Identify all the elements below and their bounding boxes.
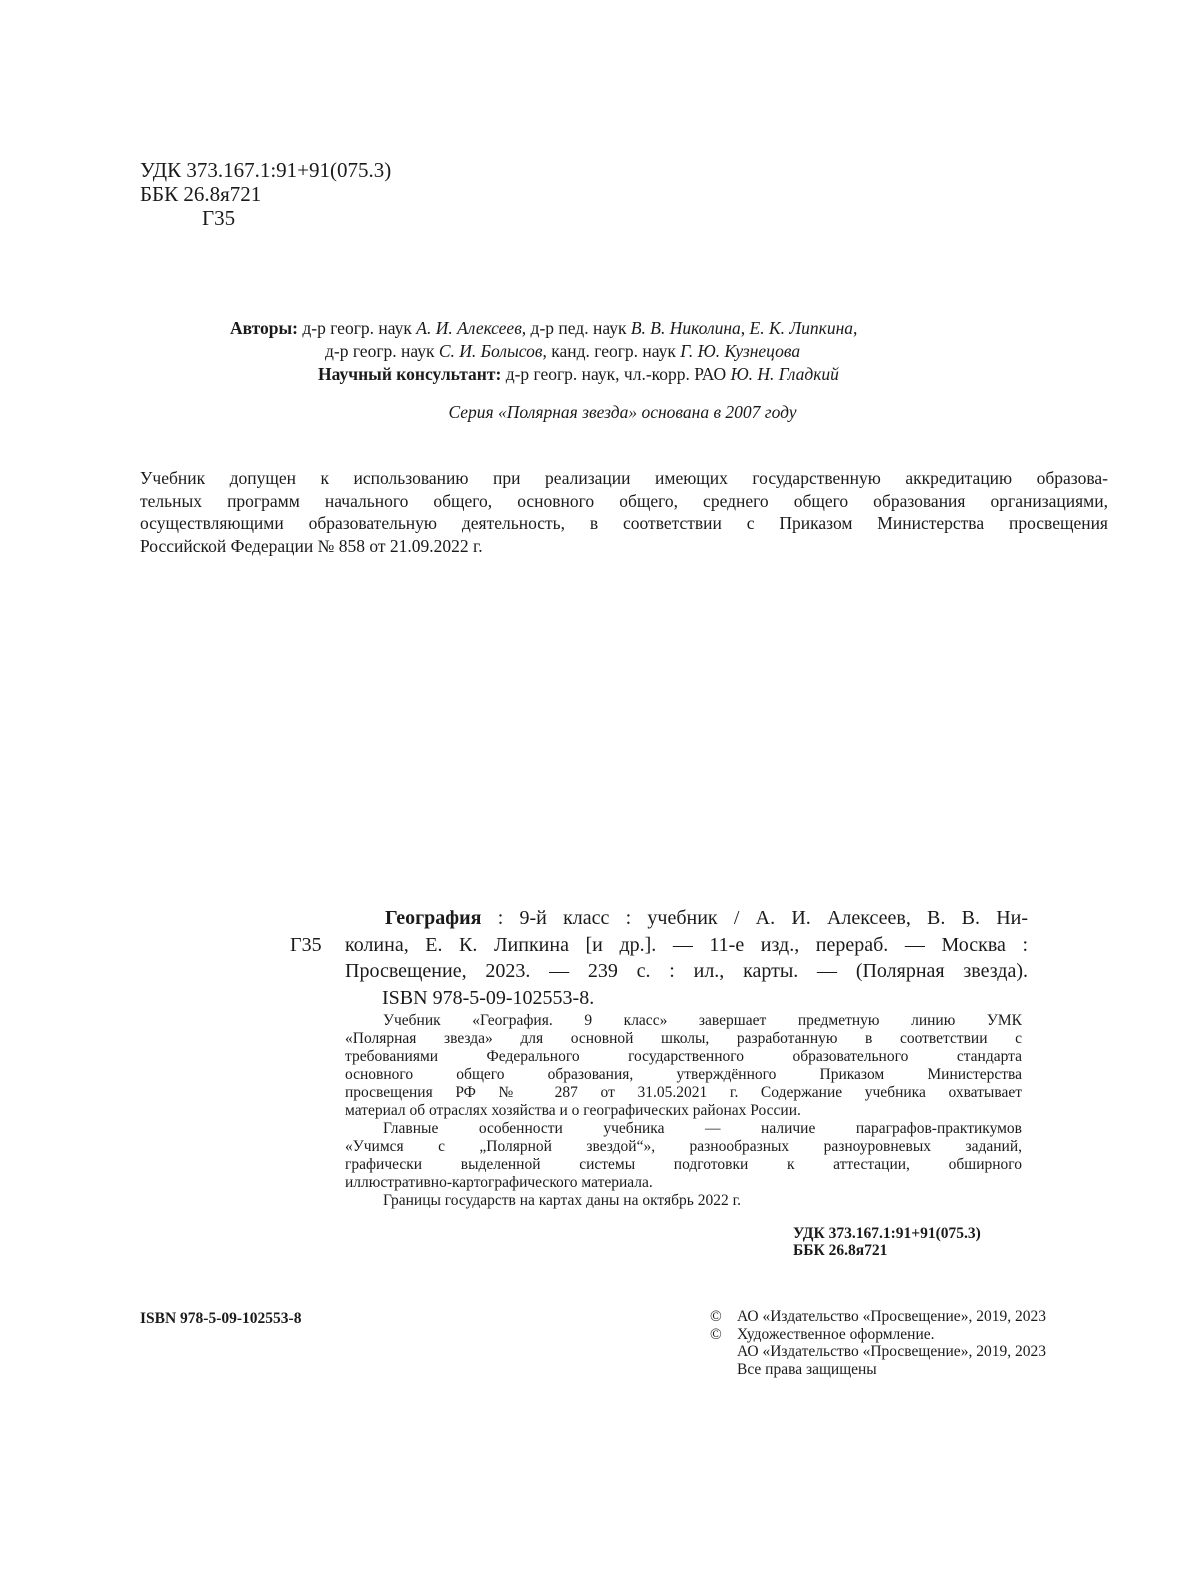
approval-line: Российской Федерации № 858 от 21.09.2022 г. [140,535,483,556]
copyright-row [710,1343,1046,1361]
copyright-spacer [710,1343,737,1361]
annotation-line: Границы государств на картах даны на октябрь 2022 г. [383,1192,742,1209]
biblio-line-3: Просвещение, 2023. — 239 с. : ил., карты. — (Полярная звезда). [345,960,1028,982]
copyright-text: Художественное оформление. [737,1325,935,1343]
copyright-symbol: © [710,1308,722,1325]
author-name-3: Е. К. Липкина [749,318,854,338]
consultant-name: Ю. Н. Гладкий [730,364,839,384]
copyright-text: АО «Издательство «Просвещение», 2019, 2023 [737,1308,1046,1325]
author-name-1: А. И. Алексеев [416,318,522,338]
annotation-line: Главные особенности учебника — наличие параграфов-практикумов [383,1120,1022,1137]
authors-label: Авторы: [230,318,298,338]
authors-line-1 [0,317,1200,340]
copyright-row [710,1361,1046,1379]
consultant-line [0,363,1200,386]
annotation-line: Учебник «География. 9 класс» завершает предметную линию УМК [383,1012,1022,1029]
annotation [345,1012,1022,1210]
copyright-text: АО «Издательство «Просвещение», 2019, 2023 [737,1343,1046,1360]
rights-reserved: Все права защищены [737,1360,877,1378]
bbk-code: ББК 26.8я721 [140,182,262,206]
bibliographic-entry [290,905,1028,1011]
bbk-code-bottom: ББК 26.8я721 [793,1242,888,1259]
author-name-5: Г. Ю. Кузнецова [680,341,801,361]
approval-line: тельных программ начального общего, основного общего, среднего общего образования организациями, [140,490,1108,511]
annotation-line: графически выделенной системы подготовки к аттестации, обширного [345,1156,1022,1173]
authors-degree-4: , канд. геогр. наук [542,341,681,361]
consultant-degree: д-р геогр. наук, чл.-корр. РАО [501,364,731,384]
copyright-row [710,1308,1046,1326]
annotation-line: просвещения РФ № 287 от 31.05.2021 г. Содержание учебника охватывает [345,1084,1022,1101]
biblio-cipher: Г35 [290,933,322,956]
udk-code-bottom: УДК 373.167.1:91+91(075.3) [793,1225,981,1242]
authors-line-2 [0,340,1200,363]
copyright-row [710,1326,1046,1344]
consultant-label: Научный консультант: [318,364,502,384]
approval-paragraph [140,467,1108,557]
annotation-line: иллюстративно-картографического материала. [345,1174,653,1191]
udk-code: УДК 373.167.1:91+91(075.3) [140,158,392,182]
authors-block [0,317,1200,386]
annotation-line: требованиями Федерального государственного образовательного стандарта [345,1048,1022,1065]
authors-sep: , [740,318,750,338]
authors-degree-3: д-р геогр. наук [325,341,439,361]
biblio-line-2-text: колина, Е. К. Липкина [и др.]. — 11-е изд., перераб. — Москва : [345,933,1028,956]
authors-degree-1: д-р геогр. наук [298,318,417,338]
copyright-symbol: © [710,1325,722,1343]
authors-comma: , [853,318,858,338]
biblio-line-1-rest: : 9-й класс : учебник / А. И. Алексеев, В. В. Ни- [481,907,1028,929]
annotation-line: «Полярная звезда» для основной школы, разработанную в соответствии с [345,1030,1022,1047]
biblio-line-2 [290,932,1028,959]
classification-block-bottom [793,1225,981,1259]
copyright-block [710,1308,1046,1378]
author-name-2: В. В. Николина [630,318,741,338]
series-note: Серия «Полярная звезда» основана в 2007 году [448,402,797,422]
copyright-spacer [710,1361,737,1379]
author-name-4: С. И. Болысов [438,341,543,361]
book-title: География [385,907,482,929]
approval-line: осуществляющими образовательную деятельность, в соответствии с Приказом Министерства просвещения [140,513,1108,533]
annotation-line: материал об отраслях хозяйства и о географических районах России. [345,1102,801,1119]
authors-degree-2: , д-р пед. наук [521,318,631,338]
annotation-line: «Учимся с „Полярной звездой“», разнообразных разноуровневых заданий, [345,1138,1022,1155]
annotation-line: основного общего образования, утверждённого Приказом Министерства [345,1066,1022,1083]
classification-block [140,158,391,230]
approval-line: Учебник допущен к использованию при реализации имеющих государственную аккредитацию образова- [140,468,1108,488]
biblio-line-1 [290,905,1028,932]
author-cipher: Г35 [202,206,236,230]
biblio-isbn: ISBN 978-5-09-102553-8. [382,986,595,1009]
isbn: ISBN 978-5-09-102553-8 [140,1310,302,1327]
